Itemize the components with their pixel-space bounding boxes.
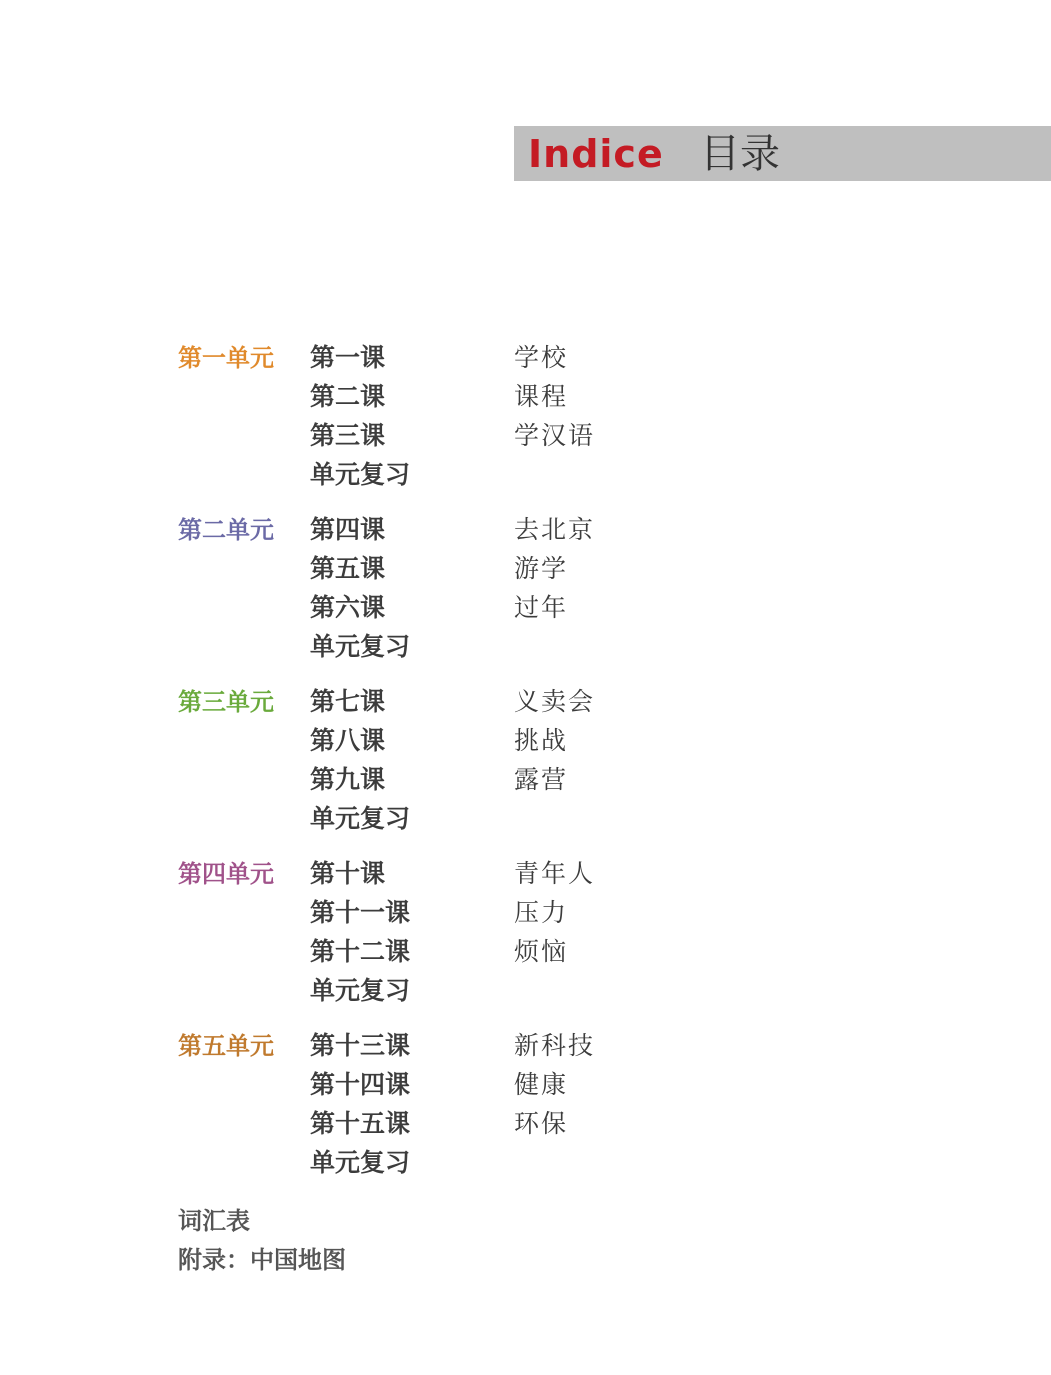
lesson-title: 过年: [514, 593, 569, 622]
lesson-title: 课程: [514, 382, 569, 411]
unit-label: 第五单元: [178, 1032, 274, 1060]
lesson-label[interactable]: 第六课: [310, 593, 386, 622]
lesson-label[interactable]: 第四课: [310, 515, 386, 544]
lesson-title: 健康: [514, 1070, 569, 1099]
lesson-label[interactable]: 第十课: [310, 859, 386, 888]
page-title-latin: Indice: [528, 132, 664, 176]
lesson-label[interactable]: 第九课: [310, 765, 386, 794]
lesson-label[interactable]: 第五课: [310, 554, 386, 583]
lesson-title: 露营: [514, 765, 569, 794]
unit-label: 第四单元: [178, 860, 274, 888]
lesson-label[interactable]: 单元复习: [310, 632, 411, 661]
extra-label[interactable]: 附录：中国地图: [178, 1246, 346, 1274]
lesson-title: 义卖会: [514, 687, 596, 716]
lesson-label[interactable]: 第十四课: [310, 1070, 411, 1099]
unit-label: 第三单元: [178, 688, 274, 716]
lesson-label[interactable]: 第十二课: [310, 937, 411, 966]
lesson-title: 学校: [514, 343, 569, 372]
lesson-title: 去北京: [514, 515, 596, 544]
lesson-label[interactable]: 第一课: [310, 343, 386, 372]
lesson-title: 游学: [514, 554, 569, 583]
lesson-title: 烦恼: [514, 937, 569, 966]
lesson-label[interactable]: 单元复习: [310, 460, 411, 489]
lesson-label[interactable]: 单元复习: [310, 1148, 411, 1177]
lesson-label[interactable]: 单元复习: [310, 976, 411, 1005]
lesson-label[interactable]: 第十一课: [310, 898, 411, 927]
lesson-title: 青年人: [514, 859, 596, 888]
page-title-cjk: 目录: [700, 131, 780, 177]
lesson-label[interactable]: 第二课: [310, 382, 386, 411]
lesson-title: 学汉语: [514, 421, 596, 450]
lesson-label[interactable]: 第十五课: [310, 1109, 411, 1138]
lesson-label[interactable]: 第八课: [310, 726, 386, 755]
unit-label: 第二单元: [178, 516, 274, 544]
lesson-label[interactable]: 第三课: [310, 421, 386, 450]
lesson-title: 环保: [514, 1109, 569, 1138]
lesson-title: 压力: [514, 898, 569, 927]
unit-label: 第一单元: [178, 344, 274, 372]
lesson-label[interactable]: 单元复习: [310, 804, 411, 833]
lesson-label[interactable]: 第十三课: [310, 1031, 411, 1060]
lesson-label[interactable]: 第七课: [310, 687, 386, 716]
lesson-title: 挑战: [514, 726, 569, 755]
lesson-title: 新科技: [514, 1031, 596, 1060]
extra-label[interactable]: 词汇表: [178, 1207, 250, 1235]
